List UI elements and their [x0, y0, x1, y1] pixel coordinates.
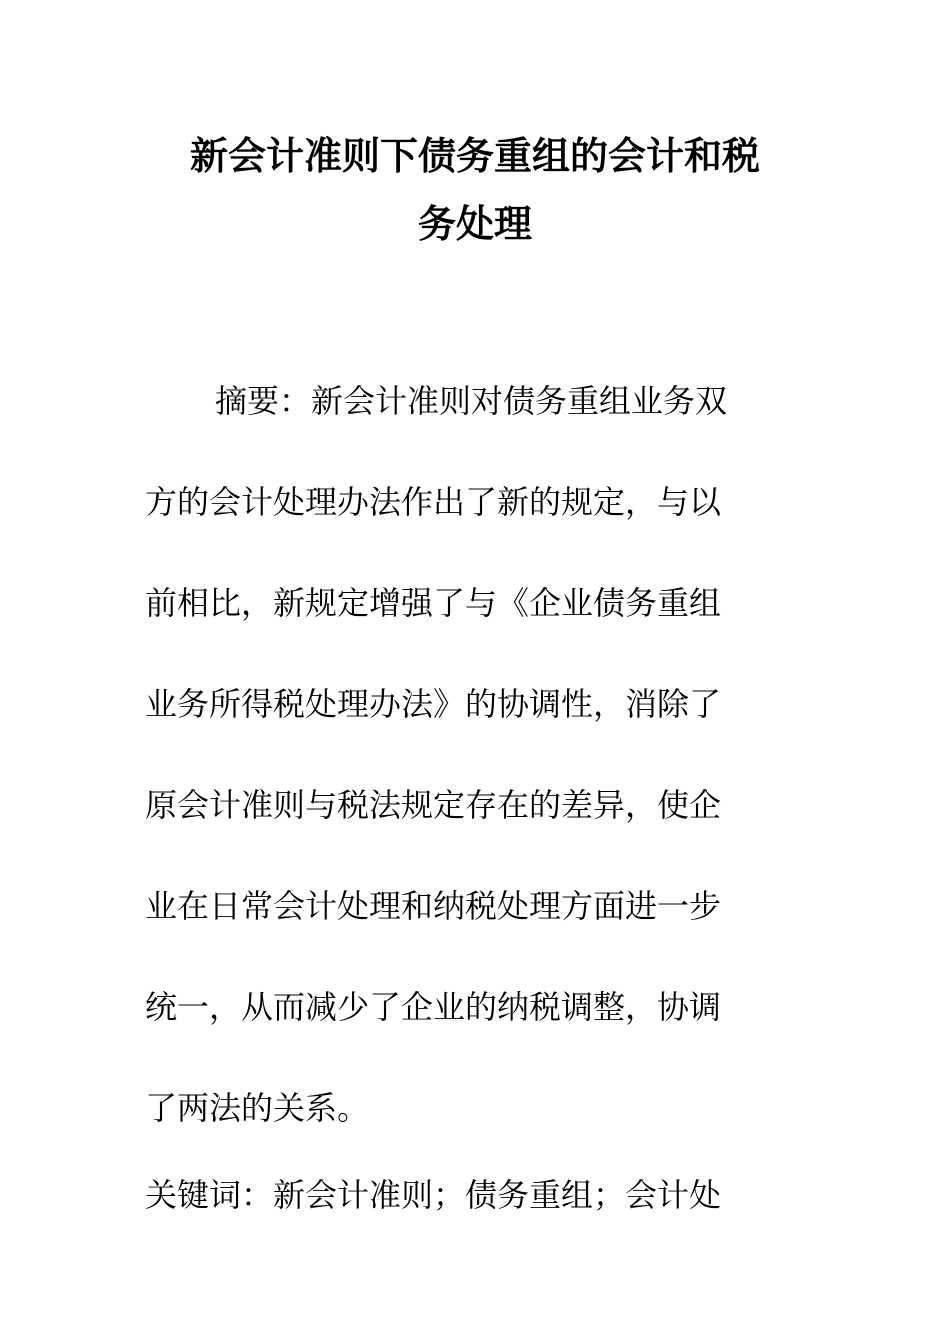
keywords-line: 关键词：新会计准则；债务重组；会计处 [145, 1176, 722, 1214]
abstract-line: 业在日常会计处理和纳税处理方面进一步 [145, 887, 722, 925]
title-line-2: 务处理 [417, 201, 532, 246]
document-title [145, 122, 805, 258]
abstract-paragraph [145, 351, 805, 1159]
abstract-line: 业务所得税处理办法》的协调性，消除了 [145, 685, 722, 723]
abstract-line: 了两法的关系。 [145, 1089, 370, 1127]
abstract-line: 方的会计处理办法作出了新的规定，与以 [145, 483, 722, 521]
abstract-line: 摘要：新会计准则对债务重组业务双 [215, 382, 728, 420]
abstract-line: 统一，从而减少了企业的纳税调整，协调 [145, 988, 722, 1026]
abstract-line: 前相比，新规定增强了与《企业债务重组 [145, 584, 722, 622]
title-line-1: 新会计准则下债务重组的会计和税 [189, 133, 760, 178]
abstract-line: 原会计准则与税法规定存在的差异，使企 [145, 786, 722, 824]
